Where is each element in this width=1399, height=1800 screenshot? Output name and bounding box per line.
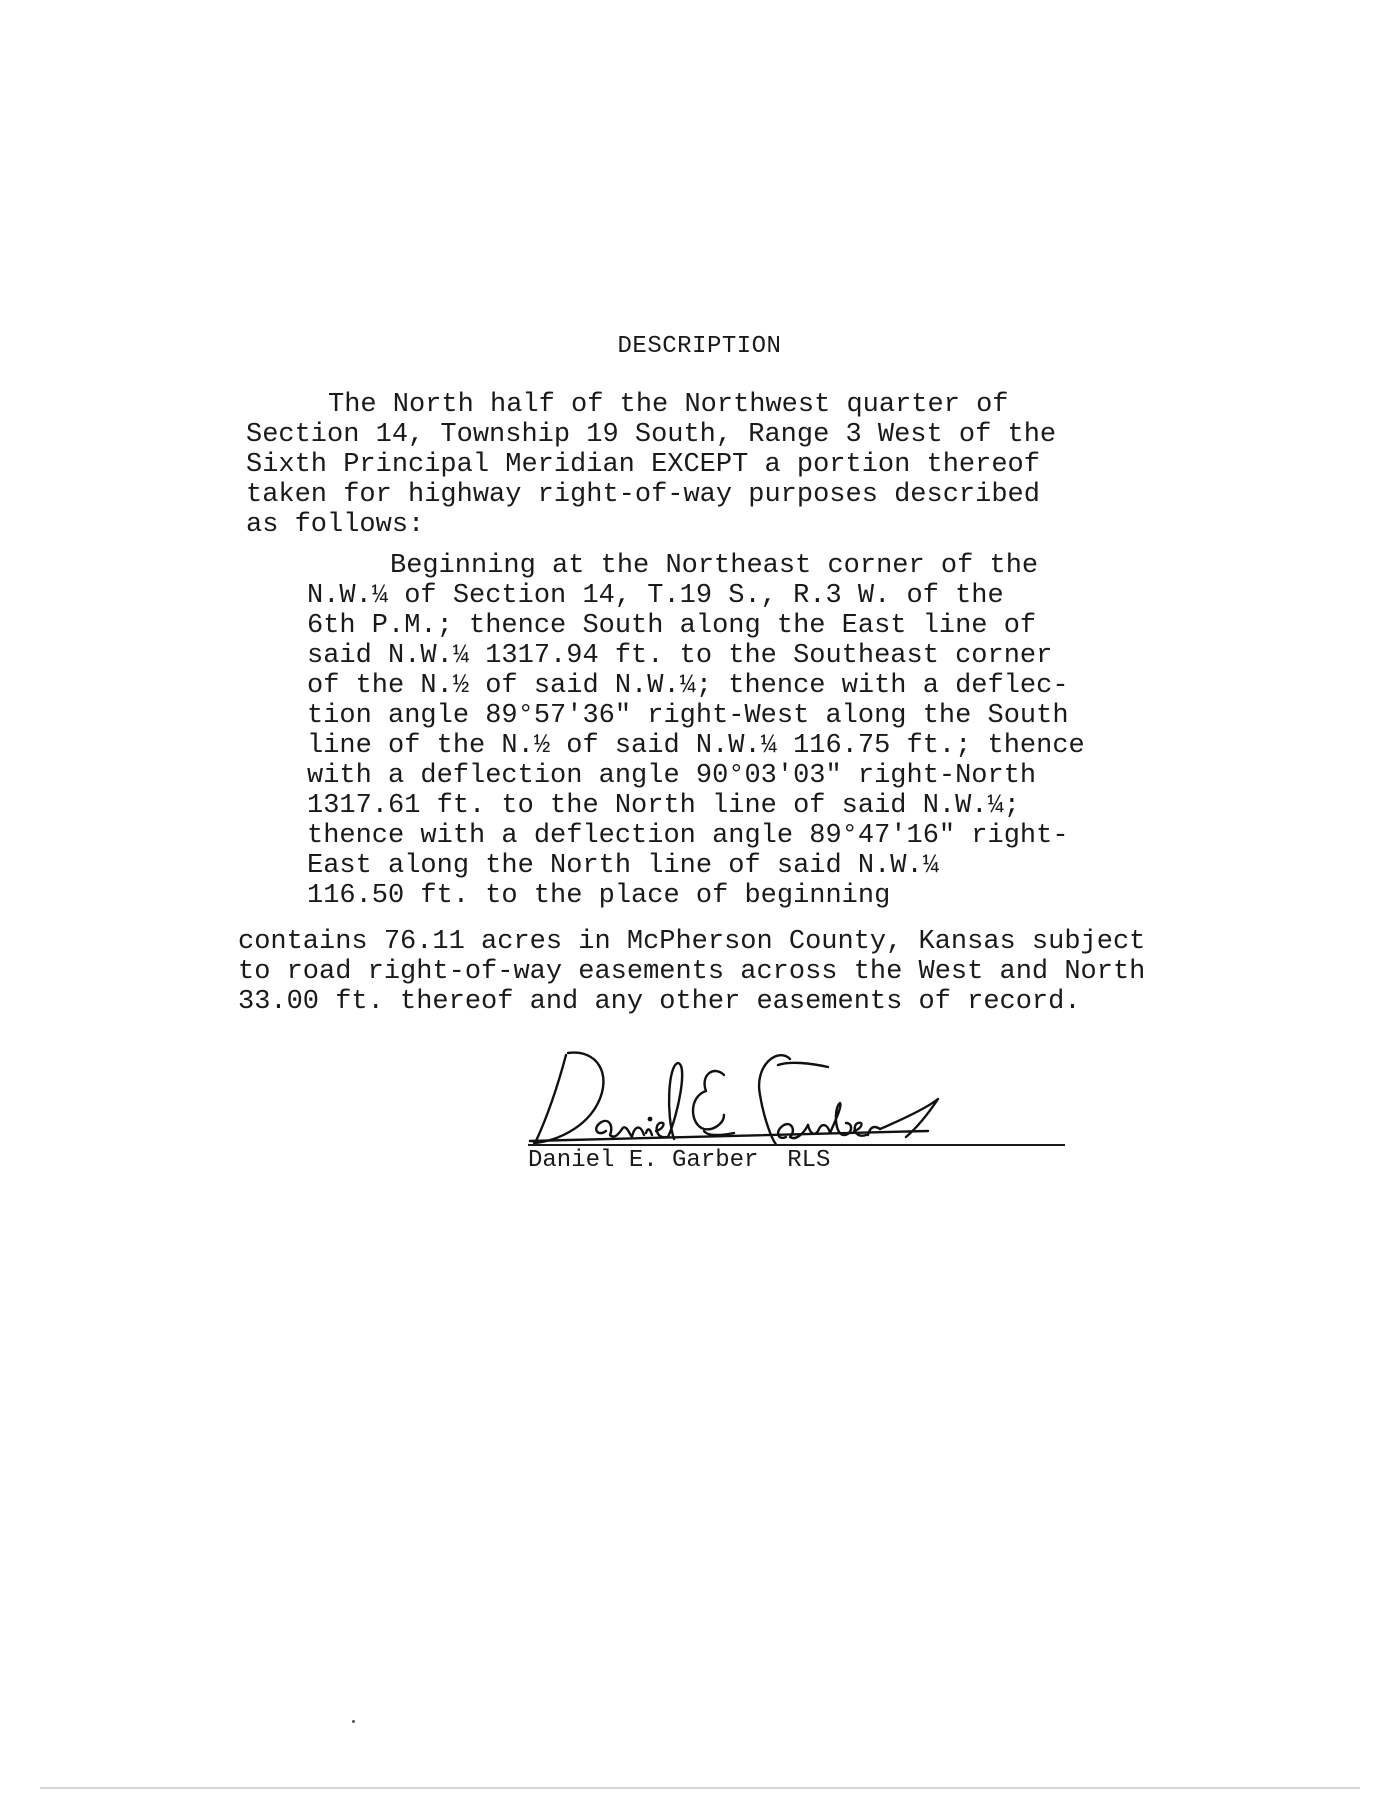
page-bottom-edge: [40, 1787, 1360, 1789]
text-line: 116.50 ft. to the place of beginning: [307, 881, 891, 911]
handwritten-signature: [528, 1045, 1068, 1145]
text-line: East along the North line of said N.W.¼: [307, 851, 939, 881]
signature-line: [528, 1144, 1065, 1146]
text-line: said N.W.¼ 1317.94 ft. to the Southeast corner: [307, 641, 1053, 671]
text-line: Beginning at the Northeast corner of the: [390, 551, 1039, 581]
text-line: as follows:: [246, 510, 425, 540]
text-line: Sixth Principal Meridian EXCEPT a portion thereof: [246, 450, 1040, 480]
text-line: 6th P.M.; thence South along the East line of: [307, 611, 1037, 641]
text-line: Section 14, Township 19 South, Range 3 West of the: [246, 420, 1057, 450]
text-line: The North half of the Northwest quarter of: [328, 390, 1009, 420]
text-line: 1317.61 ft. to the North line of said N.W.¼;: [307, 791, 1020, 821]
document-title: DESCRIPTION: [617, 333, 782, 360]
text-line: 33.00 ft. thereof and any other easements of record.: [238, 987, 1081, 1017]
text-line: thence with a deflection angle 89°47'16" right-: [307, 821, 1069, 851]
text-line: line of the N.½ of said N.W.¼ 116.75 ft.; thence: [307, 731, 1085, 761]
text-line: contains 76.11 acres in McPherson County, Kansas subject: [238, 927, 1146, 957]
signature-block: [528, 1045, 1068, 1175]
scan-speck: [352, 1720, 355, 1723]
text-line: taken for highway right-of-way purposes described: [246, 480, 1040, 510]
text-line: of the N.½ of said N.W.¼; thence with a deflec-: [307, 671, 1069, 701]
text-line: with a deflection angle 90°03'03" right-North: [307, 761, 1037, 791]
text-line: tion angle 89°57'36" right-West along the South: [307, 701, 1069, 731]
text-line: N.W.¼ of Section 14, T.19 S., R.3 W. of the: [307, 581, 1004, 611]
text-line: to road right-of-way easements across the West and North: [238, 957, 1146, 987]
signer-printed-name: Daniel E. Garber RLS: [528, 1147, 831, 1174]
